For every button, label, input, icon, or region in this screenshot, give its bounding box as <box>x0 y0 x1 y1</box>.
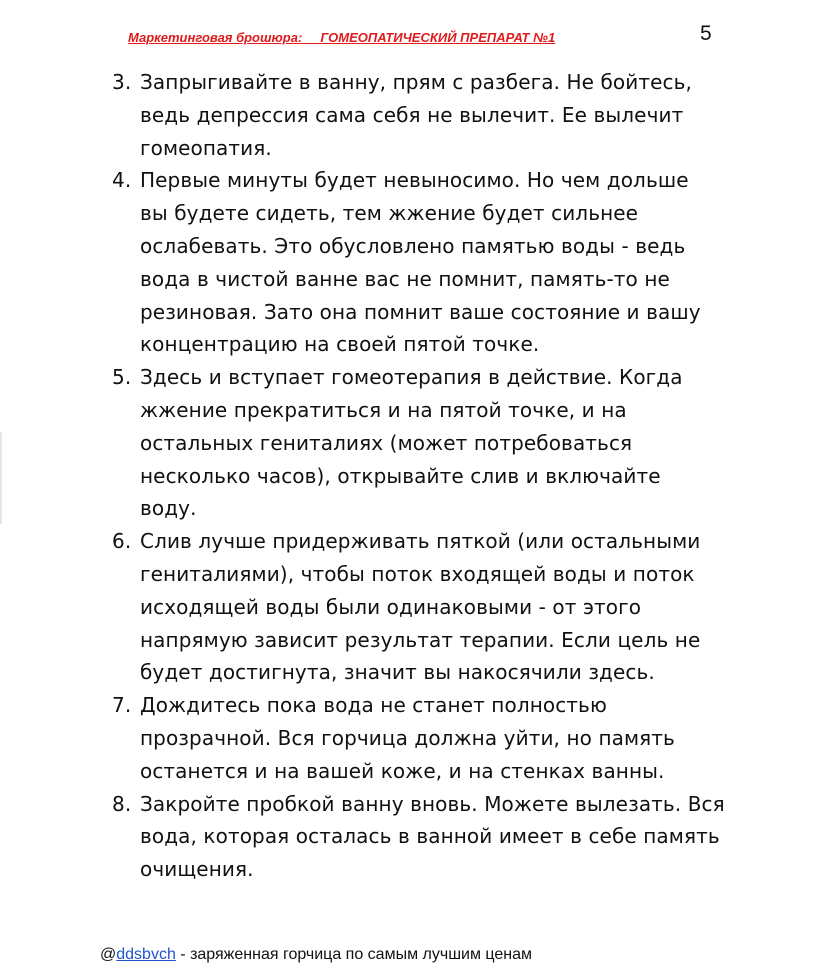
text-line: очищения. <box>140 857 254 882</box>
text-line: будет достигнута, значит вы накосячили здесь. <box>140 660 655 685</box>
text-line: остальных гениталиях (может потребоваться <box>140 430 633 455</box>
step-text <box>140 164 772 361</box>
text-line: ведь депрессия сама себя не вылечит. Ее вылечит <box>140 102 684 127</box>
text-line: резиновая. Зато она помнит ваше состояние и вашу <box>140 299 701 324</box>
brochure-label: Маркетинговая брошюра: <box>128 30 303 45</box>
text-line: Здесь и вступает гомеотерапия в действие. Когда <box>140 365 683 390</box>
text-line: концентрацию на своей пятой точке. <box>140 332 540 357</box>
text-line: вода, которая осталась в ванной имеет в себе память <box>140 824 720 849</box>
footer-handle-link[interactable]: ddsbvch <box>116 946 176 963</box>
list-item <box>112 689 772 787</box>
step-number: 3. <box>112 70 132 94</box>
text-line: Слив лучше придерживать пяткой (или остальными <box>140 529 701 554</box>
instruction-list <box>112 66 772 886</box>
text-line: исходящей воды были одинаковыми - от этого <box>140 594 642 619</box>
list-item <box>112 164 772 361</box>
list-item <box>112 361 772 525</box>
text-line: Первые минуты будет невыносимо. Но чем дольше <box>140 168 689 193</box>
step-number: 6. <box>112 529 132 554</box>
step-number: 4. <box>112 168 132 193</box>
text-line: гомеопатия. <box>140 135 272 160</box>
step-number: 7. <box>112 693 132 718</box>
page-number: 5 <box>700 22 712 45</box>
text-line: Дождитесь пока вода не станет полностью <box>140 693 607 718</box>
text-line: вы будете сидеть, тем жжение будет сильнее <box>140 201 639 226</box>
text-line: останется и на вашей коже, и на стенках ванны. <box>140 758 665 783</box>
scan-edge-mark <box>0 432 2 524</box>
text-line: воду. <box>140 496 197 521</box>
list-item <box>112 788 772 886</box>
step-number: 8. <box>112 791 132 816</box>
step-number: 5. <box>112 365 132 390</box>
text-line: Закройте пробкой ванну вновь. Можете вылезать. Вся <box>140 791 725 816</box>
step-text <box>140 66 772 164</box>
text-line: Запрыгивайте в ванну, прям с разбега. Не бойтесь, <box>140 70 692 94</box>
footer-tagline: - заряженная горчица по самым лучшим ценам <box>175 946 533 963</box>
text-line: жжение прекратиться и на пятой точке, и на <box>140 397 627 422</box>
footer-at-sign: @ <box>100 946 117 963</box>
list-item <box>112 525 772 689</box>
text-line: напрямую зависит результат терапии. Если цель не <box>140 627 701 652</box>
step-text <box>140 361 772 525</box>
list-item <box>112 66 772 164</box>
text-line: гениталиями), чтобы поток входящей воды и поток <box>140 561 695 586</box>
text-line: ослабевать. Это обусловлено памятью воды - ведь <box>140 233 686 258</box>
product-title: ГОМЕОПАТИЧЕСКИЙ ПРЕПАРАТ №1 <box>320 30 556 45</box>
text-line: несколько часов), открывайте слив и включайте <box>140 463 661 488</box>
page-header <box>128 30 555 45</box>
text-line: вода в чистой ванне вас не помнит, память-то не <box>140 266 670 291</box>
step-text <box>140 689 772 787</box>
step-text <box>140 525 772 689</box>
step-text <box>140 788 772 886</box>
text-line: прозрачной. Вся горчица должна уйти, но память <box>140 725 675 750</box>
page-footer <box>100 946 532 964</box>
